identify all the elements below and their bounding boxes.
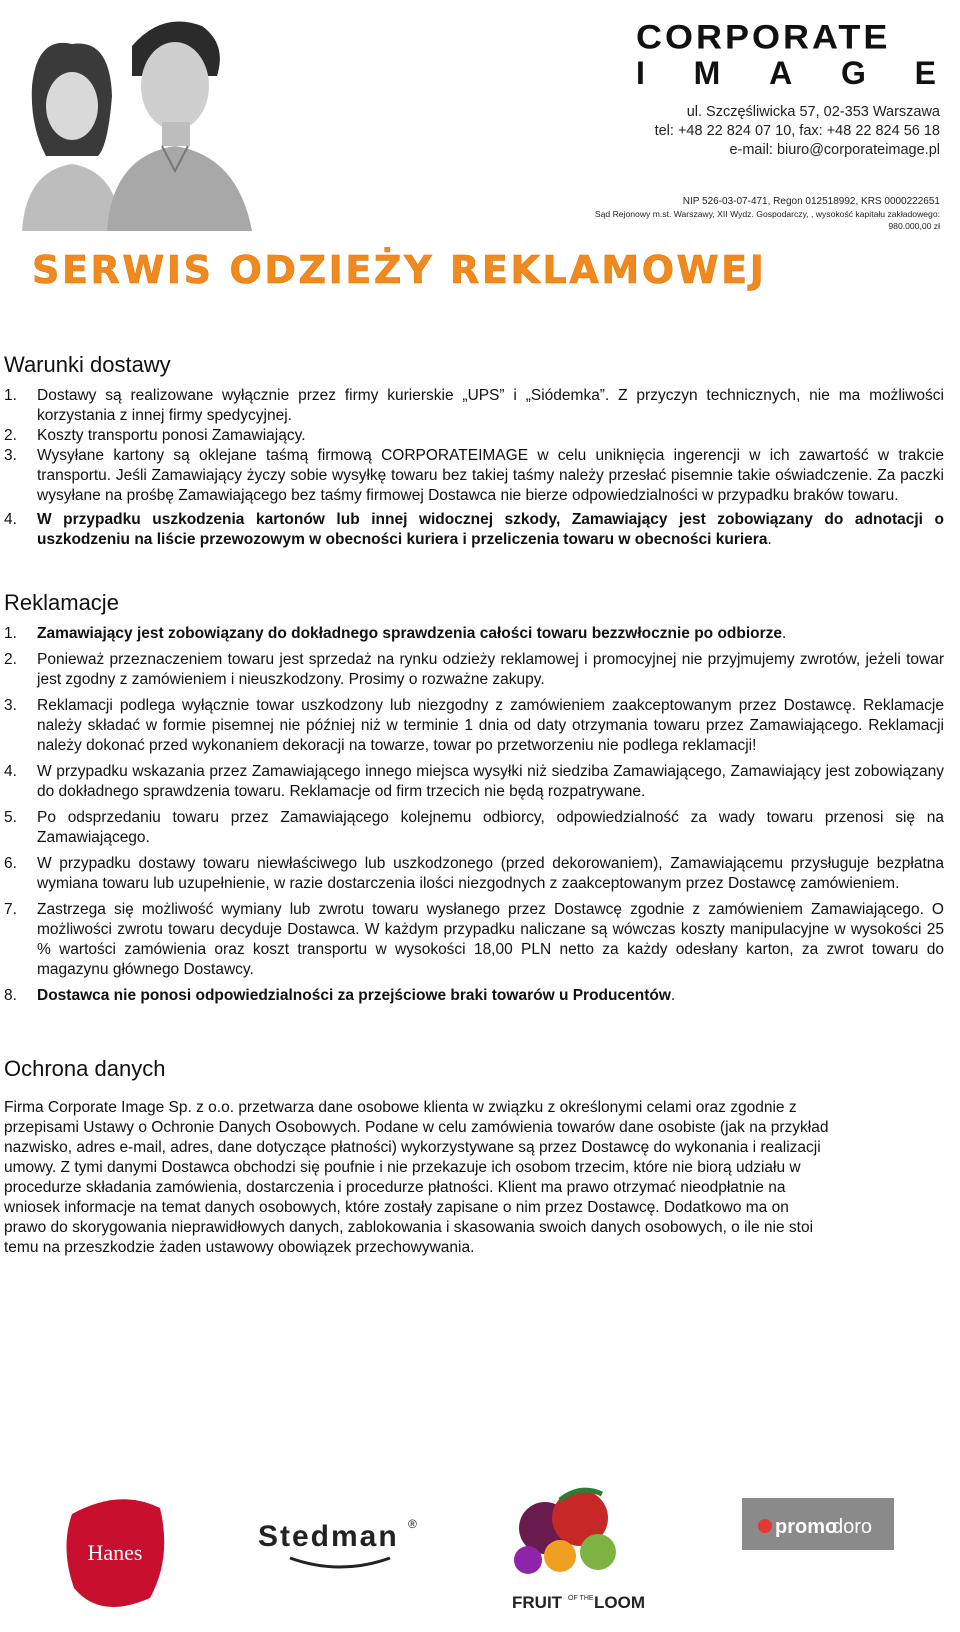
list-item [4,386,958,426]
hanes-logo-text: Hanes [87,1540,143,1565]
section-title-delivery: Warunki dostawy [4,352,171,377]
brand-logos-row [0,1478,960,1628]
list-item [4,696,958,756]
privacy-paragraph [4,1098,958,1258]
item-text: Koszty transportu ponosi Zamawiający. [37,427,306,444]
item-number: 3. [4,447,17,464]
court-registry: Sąd Rejonowy m.st. Warszawy, XII Wydz. Gospodarczy, , wysokość kapitału zakładowego: 980.000,00 zł [594,209,940,231]
legal-info [560,196,940,232]
header [0,0,960,300]
list-item [4,426,958,446]
item-text [37,986,958,1006]
item-number: 6. [4,855,17,872]
paragraph-line: umowy. Z tymi danymi Dostawca obchodzi się poufnie i nie przekazuje ich osobom trzecim, które nie biorą udziału w [4,1159,801,1176]
contact-block [650,103,940,160]
item-text: Wysyłane kartony są oklejane taśmą firmową CORPORATEIMAGE w celu uniknięcia ingerencji w ich zawartość w trakcie transportu. Jeśli Zamawiający życzy sobie wysyłkę towaru bez takiej taśmy należy przesłać pisemnie takie oświadczenie. Za paczki wysyłane na prośbę Zamawiającego bez taśmy firmowej Dostawca nie bierze odpowiedzialności w przypadku braków towaru. [37,447,944,504]
paragraph-line: nazwisko, adres e-mail, adres, dane dotyczące płatności) wykorzystywane są przez Dostawcę do wykonania i realizacji [4,1139,821,1156]
tax-ids: NIP 526-03-07-471, Regon 012518992, KRS 0000222651 [682,196,940,207]
item-number: 4. [4,763,17,780]
logo-line-image [636,56,936,90]
item-bold-text: Zamawiający jest zobowiązany do dokładnego sprawdzenia całości towaru bezzwłocznie po odbiorze [37,625,783,642]
fruit-of-the-loom-logo [512,1490,645,1612]
item-tail: . [782,625,787,642]
paragraph-line: prawo do skorygowania nieprawidłowych danych, zablokowania i skasowania swoich danych osobowych, o ile nie stoi [4,1219,814,1236]
paragraph-line: przepisami Ustawy o Ochronie Danych Osobowych. Podane w celu zamówienia towarów dane osobiste (jak na przykład [4,1119,829,1136]
document-body [4,352,958,1258]
item-number: 2. [4,427,17,444]
item-text: Dostawy są realizowane wyłącznie przez firmy kurierskie „UPS” i „Siódemka”. Z przyczyn technicznych, nie ma możliwości korzystania z innej firmy spedycyjnej. [37,387,944,424]
phone-fax: tel: +48 22 824 07 10, fax: +48 22 824 56 18 [654,123,940,139]
stedman-logo-text: Stedman [258,1520,399,1553]
item-text: W przypadku wskazania przez Zamawiającego innego miejsca wysyłki niż siedziba Zamawiającego, Zamawiający jest zobowiązany do dokładnego sprawdzenia towaru. Reklamacje od firm trzecich nie będą rozpatrywane. [37,763,944,800]
item-number: 7. [4,901,17,918]
list-item [4,624,958,644]
item-text: Reklamacji podlega wyłącznie towar uszkodzony lub niezgodny z zamówieniem zaakceptowanym przez Dostawcę. Reklamacje należy składać w formie pisemnej nie później niż w terminie 1 dnia od daty otrzymania towaru przez Zamawiającego. Reklamacji należy dokonać przed wykonaniem dekoracji na towarze, towar po przetworzeniu nie podlega reklamacji! [37,697,944,754]
list-item [4,854,958,894]
section-title-privacy: Ochrona danych [4,1056,166,1081]
complaints-list [4,624,958,1006]
list-item [4,762,958,802]
logo-line-corporate: CORPORATE [636,17,891,56]
item-text [37,510,958,550]
email: e-mail: biuro@corporateimage.pl [729,142,940,158]
item-number: 8. [4,987,17,1004]
logo-letter: M [693,55,721,91]
item-text: Po odsprzedaniu towaru przez Zamawiającego kolejnemu odbiorcy, odpowiedzialność za wady towaru przenosi się na Zamawiającego. [37,809,944,846]
logo-letter: I [636,55,645,91]
list-item [4,900,958,980]
fruit-logo-loom: LOOM [594,1593,645,1612]
paragraph-line: procedurze składania zamówienia, dostarczenia i procedurze płatności. Klient ma prawo otrzymać nieodpłatnie na [4,1179,786,1196]
paragraph-line: Firma Corporate Image Sp. z o.o. przetwarza dane osobowe klienta w związku z określonymi celami oraz zgodnie z [4,1099,797,1116]
registered-mark-icon: ® [408,1517,417,1531]
item-tail: . [767,531,772,548]
item-bold-text: W przypadku uszkodzenia kartonów lub innej widocznej szkody, Zamawiający jest zobowiązany do adnotacji o uszkodzeniu na liście przewozowym w obecności kuriera i przeliczenia towaru w obecności kuriera [37,511,944,548]
item-text [37,624,958,644]
logo-letter: A [769,55,793,91]
item-text: Ponieważ przeznaczeniem towaru jest sprzedaż na rynku odzieży reklamowej i promocyjnej nie przyjmujemy zwrotów, jeżeli towar jest zgodny z zamówieniem i nieuszkodzony. Prosimy o rozważne zakupy. [37,651,944,688]
item-text: W przypadku dostawy towaru niewłaściwego lub uszkodzonego (przed dekorowaniem), Zamawiającemu przysługuje bezpłatna wymiana towaru lub uzupełnienie, w razie dostarczenia ilości niezgodnych z zaakceptowanym przez Dostawcę zamówieniem. [37,855,944,892]
list-item [4,510,958,550]
item-number: 3. [4,697,17,714]
item-text: Zastrzega się możliwość wymiany lub zwrotu towaru wysłanego przez Dostawcę zgodnie z zamówieniem Zamawiającego. O możliwości zwrotu towaru decyduje Dostawca. W każdym przypadku naliczane są wówczas koszty manipulacyjne w wysokości 25 % wartości zamówienia oraz koszt transportu w wysokości 18,00 PLN netto za każdy odesłany karton, za zwrot towaru do magazynu głównego Dostawcy. [37,901,944,978]
section-title-complaints: Reklamacje [4,590,119,615]
fruit-logo-of-the: OF THE [568,1595,594,1602]
promodoro-logo-text-b: doro [832,1516,873,1538]
address: ul. Szczęśliwicka 57, 02-353 Warszawa [686,104,940,120]
list-item [4,650,958,690]
fruit-logo-text: FRUIT [512,1593,563,1612]
item-number: 1. [4,625,17,642]
banner-title: SERWIS ODZIEŻY REKLAMOWEJ [32,248,767,292]
list-item [4,808,958,848]
list-item [4,986,958,1006]
promodoro-logo-text-a: promo [775,1516,838,1538]
item-number: 5. [4,809,17,826]
item-number: 2. [4,651,17,668]
item-tail: . [670,987,676,1004]
item-number: 4. [4,511,17,528]
corporate-image-logo [636,18,941,90]
delivery-list [4,386,958,550]
item-number: 1. [4,387,17,404]
list-item [4,446,958,506]
logo-letter: E [914,55,936,91]
paragraph-line: wniosek informacje na temat danych osobowych, które zostały zapisane o nim przez Dostawcę. Dodatkowo ma on [4,1199,789,1216]
stedman-logo [258,1517,417,1567]
hanes-logo [66,1499,164,1607]
models-photo [12,6,262,231]
item-bold-text: Dostawca nie ponosi odpowiedzialności za przejściowe braki towarów u Producentów [37,987,671,1004]
logo-letter: G [840,55,866,91]
paragraph-line: temu na przeszkodzie żaden ustawowy obowiązek przechowywania. [4,1239,475,1256]
promodoro-logo [742,1498,894,1550]
